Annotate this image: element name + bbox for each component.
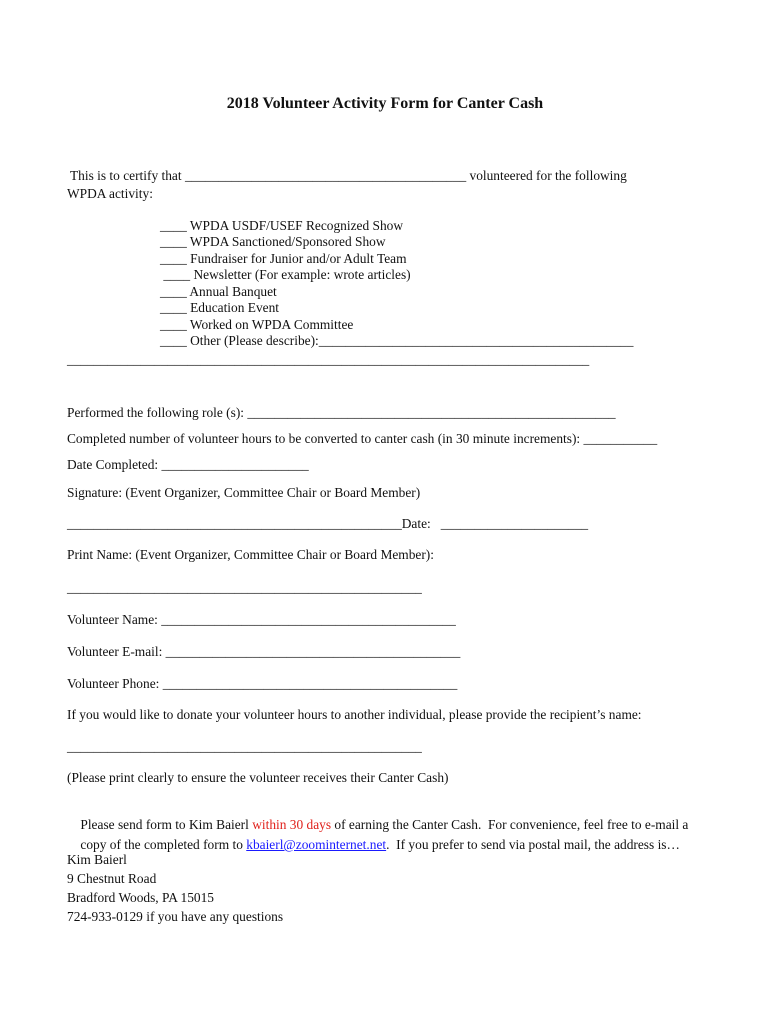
certify-line-2: WPDA activity: <box>67 186 153 201</box>
volunteer-blank[interactable]: __________________________________________ <box>184 168 467 183</box>
certify-suffix: volunteered for the following <box>469 168 627 183</box>
email-link[interactable]: kbaierl@zoominternet.net <box>246 837 387 852</box>
certify-line <box>70 168 627 184</box>
date-completed-field[interactable]: Date Completed: ______________________ <box>67 457 309 472</box>
activity-option[interactable]: ____ Fundraiser for Junior and/or Adult Team <box>160 251 407 266</box>
role-field[interactable]: Performed the following role (s): _______________________________________________________ <box>67 405 616 420</box>
address-street: 9 Chestnut Road <box>67 871 157 886</box>
hours-field[interactable]: Completed number of volunteer hours to be converted to canter cash (in 30 minute increments): ___________ <box>67 431 658 446</box>
form-title: 2018 Volunteer Activity Form for Canter Cash <box>226 95 544 112</box>
address-city: Bradford Woods, PA 15015 <box>67 890 214 905</box>
print-name-line[interactable]: _____________________________________________________ <box>67 580 422 595</box>
send-text: . If you prefer to send via postal mail, the address is… <box>386 837 680 852</box>
activity-option-other[interactable]: ____ Other (Please describe):_______________________________________________ <box>160 333 634 348</box>
recipient-name-line[interactable]: _____________________________________________________ <box>67 739 422 754</box>
volunteer-name-field[interactable]: Volunteer Name: ____________________________________________ <box>67 612 456 627</box>
activity-option[interactable]: ____ Newsletter (For example: wrote articles) <box>160 267 411 282</box>
volunteer-phone-field[interactable]: Volunteer Phone: ____________________________________________ <box>67 676 458 691</box>
address-phone: 724-933-0129 if you have any questions <box>67 909 284 924</box>
print-name-label: Print Name: (Event Organizer, Committee Chair or Board Member): <box>67 547 434 562</box>
send-instructions-line-2 <box>67 821 680 869</box>
volunteer-email-field[interactable]: Volunteer E-mail: ____________________________________________ <box>67 644 461 659</box>
certify-prefix: This is to certify that <box>70 168 182 183</box>
print-clearly-note: (Please print clearly to ensure the volunteer receives their Canter Cash) <box>67 770 449 785</box>
signature-line[interactable]: __________________________________________________Date: ______________________ <box>67 516 589 531</box>
activity-option[interactable]: ____ Annual Banquet <box>160 284 277 299</box>
send-text: Please send form to Kim Baierl <box>80 817 253 832</box>
other-description-line[interactable]: ______________________________________________________________________________ <box>67 352 590 367</box>
send-text: of earning the Canter Cash. For convenience, feel free to e-mail a <box>331 817 689 832</box>
activity-option[interactable]: ____ WPDA USDF/USEF Recognized Show <box>160 218 404 233</box>
address-name: Kim Baierl <box>67 852 127 867</box>
activity-option[interactable]: ____ Worked on WPDA Committee <box>160 317 354 332</box>
donate-instructions: If you would like to donate your volunteer hours to another individual, please provide the recipient’s name: <box>67 707 642 722</box>
send-text: copy of the completed form to <box>80 837 247 852</box>
deadline-highlight: within 30 days <box>252 817 332 832</box>
activity-option[interactable]: ____ WPDA Sanctioned/Sponsored Show <box>160 234 386 249</box>
activity-option[interactable]: ____ Education Event <box>160 300 279 315</box>
signature-label: Signature: (Event Organizer, Committee Chair or Board Member) <box>67 485 421 500</box>
